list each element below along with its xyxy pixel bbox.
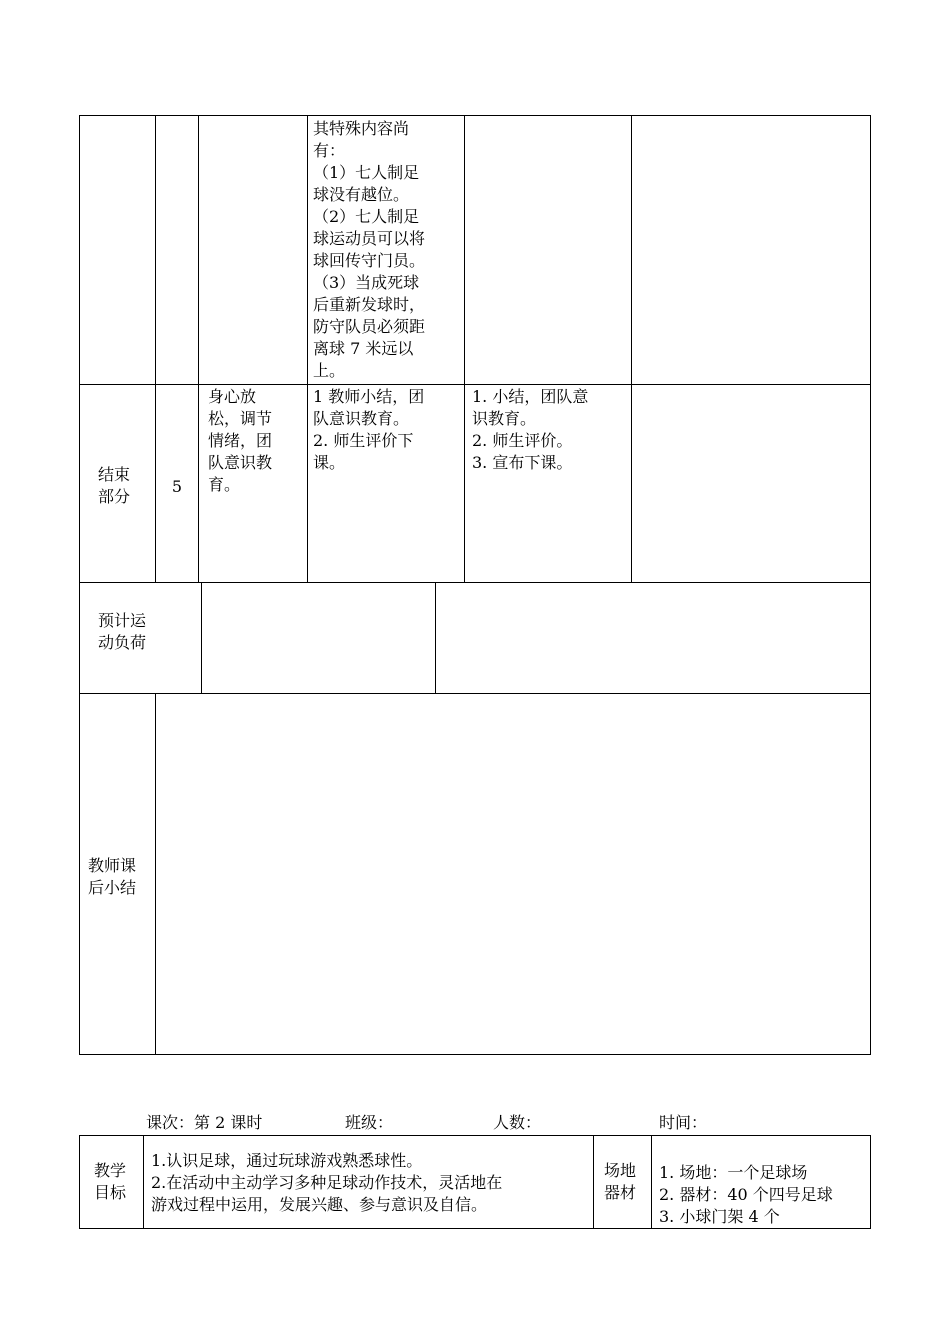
table-border (79, 1135, 80, 1229)
table-border (435, 582, 436, 694)
lesson-number: 课次：第 2 课时 (146, 1113, 263, 1132)
table-border (870, 1135, 871, 1229)
table-border (593, 1135, 594, 1229)
minutes-value: 5 (171, 477, 183, 496)
goal-text: 身心放 松，调节 情绪，团 队意识教 育。 (208, 387, 273, 494)
table-border (155, 693, 156, 1055)
student-count-label: 人数： (493, 1113, 542, 1132)
table-border (201, 582, 202, 694)
exercise-load-label: 预计运 动负荷 (98, 611, 147, 652)
table-border (631, 115, 632, 583)
teacher-activity-text: 1 教师小结，团 队意识教育。 2. 师生评价下 课。 (313, 387, 425, 472)
table-border (79, 1228, 871, 1229)
table-border (155, 115, 156, 583)
table-border (198, 115, 199, 583)
table-border (79, 693, 871, 694)
equipment-text: 1. 场地：一个足球场 2. 器材：40 个四号足球 3. 小球门架 4 个 (659, 1163, 833, 1226)
table-border (79, 115, 80, 1055)
teacher-summary-label: 教师课 后小结 (88, 856, 137, 897)
table-border (870, 115, 871, 1055)
student-activity-text: 1. 小结，团队意 识教育。 2. 师生评价。 3. 宣布下课。 (472, 387, 589, 472)
table-border (651, 1135, 652, 1229)
table-border (143, 1135, 144, 1229)
table-border (464, 115, 465, 583)
teaching-goals-text: 1.认识足球，通过玩球游戏熟悉球性。 2.在活动中主动学习多种足球动作技术，灵活地在 游戏过程中运用，发展兴趣、参与意识及自信。 (151, 1151, 503, 1214)
table-border (79, 1135, 871, 1136)
content-text: 其特殊内容尚 有： （1）七人制足 球没有越位。 （2）七人制足 球运动员可以将 球回传守门员。 （3）当成死球 后重新发球时， 防守队员必须距 离球 7 米远以 上。 (313, 119, 426, 380)
table-border (79, 1054, 871, 1055)
section-label: 结束 部分 (98, 465, 131, 506)
teaching-goals-label: 教学 目标 (94, 1161, 127, 1202)
equipment-label: 场地 器材 (604, 1161, 637, 1202)
class-label: 班级： (345, 1113, 394, 1132)
table-border (307, 115, 308, 583)
time-label: 时间： (659, 1113, 708, 1132)
